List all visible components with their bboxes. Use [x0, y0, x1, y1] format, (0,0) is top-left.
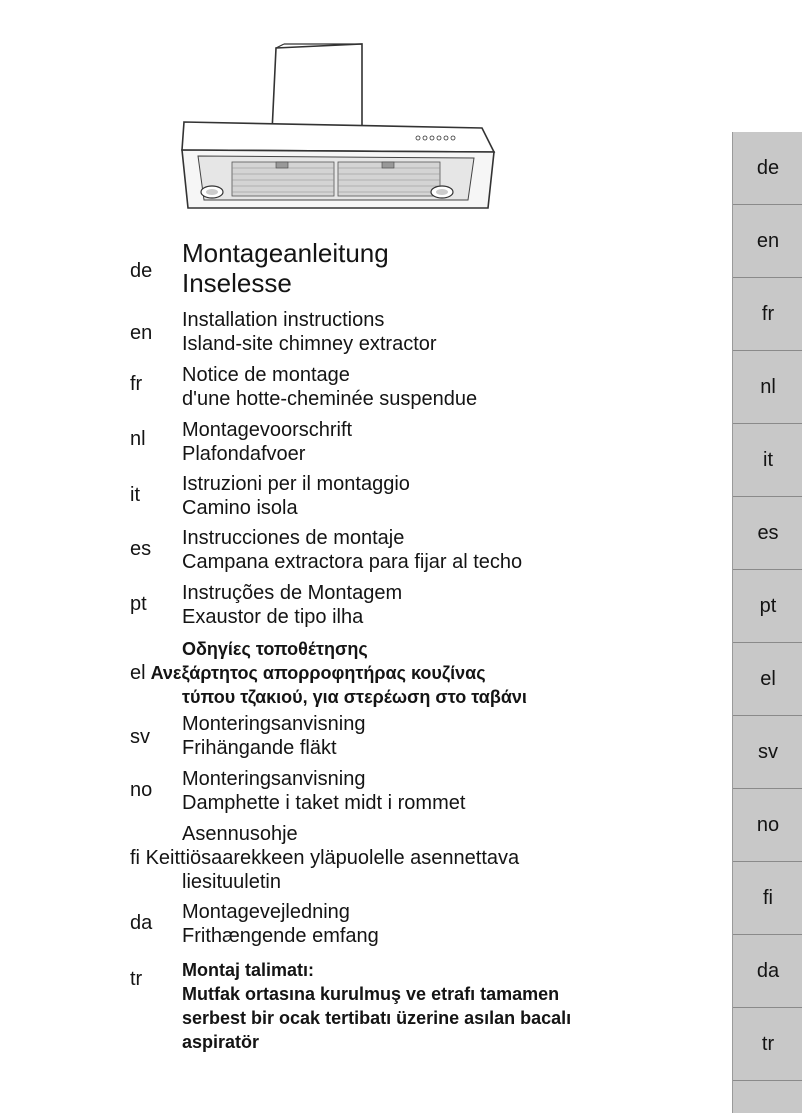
tab-fi[interactable]: fi [733, 862, 802, 935]
subtitle: Inselesse [182, 268, 292, 298]
lang-code: de [130, 260, 153, 282]
subtitle: Keittiösaarekkeen yläpuolelle asennettava [145, 847, 520, 869]
tab-it[interactable]: it [733, 424, 802, 497]
tab-pt[interactable]: pt [733, 570, 802, 643]
title: Montagevejledning [182, 901, 350, 923]
subtitle: d'une hotte-cheminée suspendue [182, 388, 478, 410]
title: Instrucciones de montaje [182, 527, 405, 549]
subtitle-continued: liesituuletin [182, 871, 281, 893]
title: Οδηγίες τοποθέτησης [182, 639, 368, 659]
subtitle-continued: τύπου τζακιού, για στερέωση στο ταβάνι [182, 687, 527, 707]
tab-nl[interactable]: nl [733, 351, 802, 424]
subtitle: Plafondafvoer [182, 443, 306, 465]
subtitle: Frihängande fläkt [182, 737, 337, 759]
tab-es[interactable]: es [733, 497, 802, 570]
title: Montaj talimatı: [182, 960, 315, 980]
title: Notice de montage [182, 364, 350, 386]
lang-code: it [130, 484, 140, 506]
subtitle: Ανεξάρτητος απορροφητήρας κουζίνας [150, 663, 486, 683]
subtitle: Camino isola [182, 497, 298, 519]
subtitle-continued: serbest bir ocak tertibatı üzerine asılan bacalı [182, 1008, 572, 1028]
lang-code: pt [130, 593, 147, 615]
lang-code: fi [130, 847, 140, 869]
language-tab-strip [732, 132, 802, 1113]
subtitle: Mutfak ortasına kurulmuş ve etrafı tamamen [182, 984, 560, 1004]
lang-code: no [130, 779, 153, 801]
chimney-hood-illustration [176, 40, 496, 220]
subtitle-continued: aspiratör [182, 1032, 260, 1052]
subtitle: Campana extractora para fijar al techo [182, 551, 523, 573]
tab-tr[interactable]: tr [733, 1008, 802, 1081]
title: Asennusohje [182, 823, 298, 845]
subtitle: Island-site chimney extractor [182, 333, 437, 355]
tab-sv[interactable]: sv [733, 716, 802, 789]
tab-da[interactable]: da [733, 935, 802, 1008]
lang-code: da [130, 912, 153, 934]
title: Montagevoorschrift [182, 419, 353, 441]
subtitle: Damphette i taket midt i rommet [182, 792, 466, 814]
tab-en[interactable]: en [733, 205, 802, 278]
lang-code: sv [130, 726, 150, 748]
lang-code: nl [130, 428, 146, 450]
tab-fr[interactable]: fr [733, 278, 802, 351]
lang-code: en [130, 322, 153, 344]
lang-code: fr [130, 373, 143, 395]
title: Installation instructions [182, 309, 385, 331]
subtitle: Exaustor de tipo ilha [182, 606, 364, 628]
title: Instruções de Montagem [182, 582, 403, 604]
title: Istruzioni per il montaggio [182, 473, 410, 495]
lang-code: tr [130, 968, 143, 990]
lang-code: es [130, 538, 152, 560]
subtitle: Frithængende emfang [182, 925, 379, 947]
tab-no[interactable]: no [733, 789, 802, 862]
title: Montageanleitung [182, 238, 389, 268]
tab-el[interactable]: el [733, 643, 802, 716]
title: Monteringsanvisning [182, 713, 366, 735]
title: Monteringsanvisning [182, 768, 366, 790]
tab-de[interactable]: de [733, 132, 802, 205]
lang-code: el [130, 662, 146, 684]
